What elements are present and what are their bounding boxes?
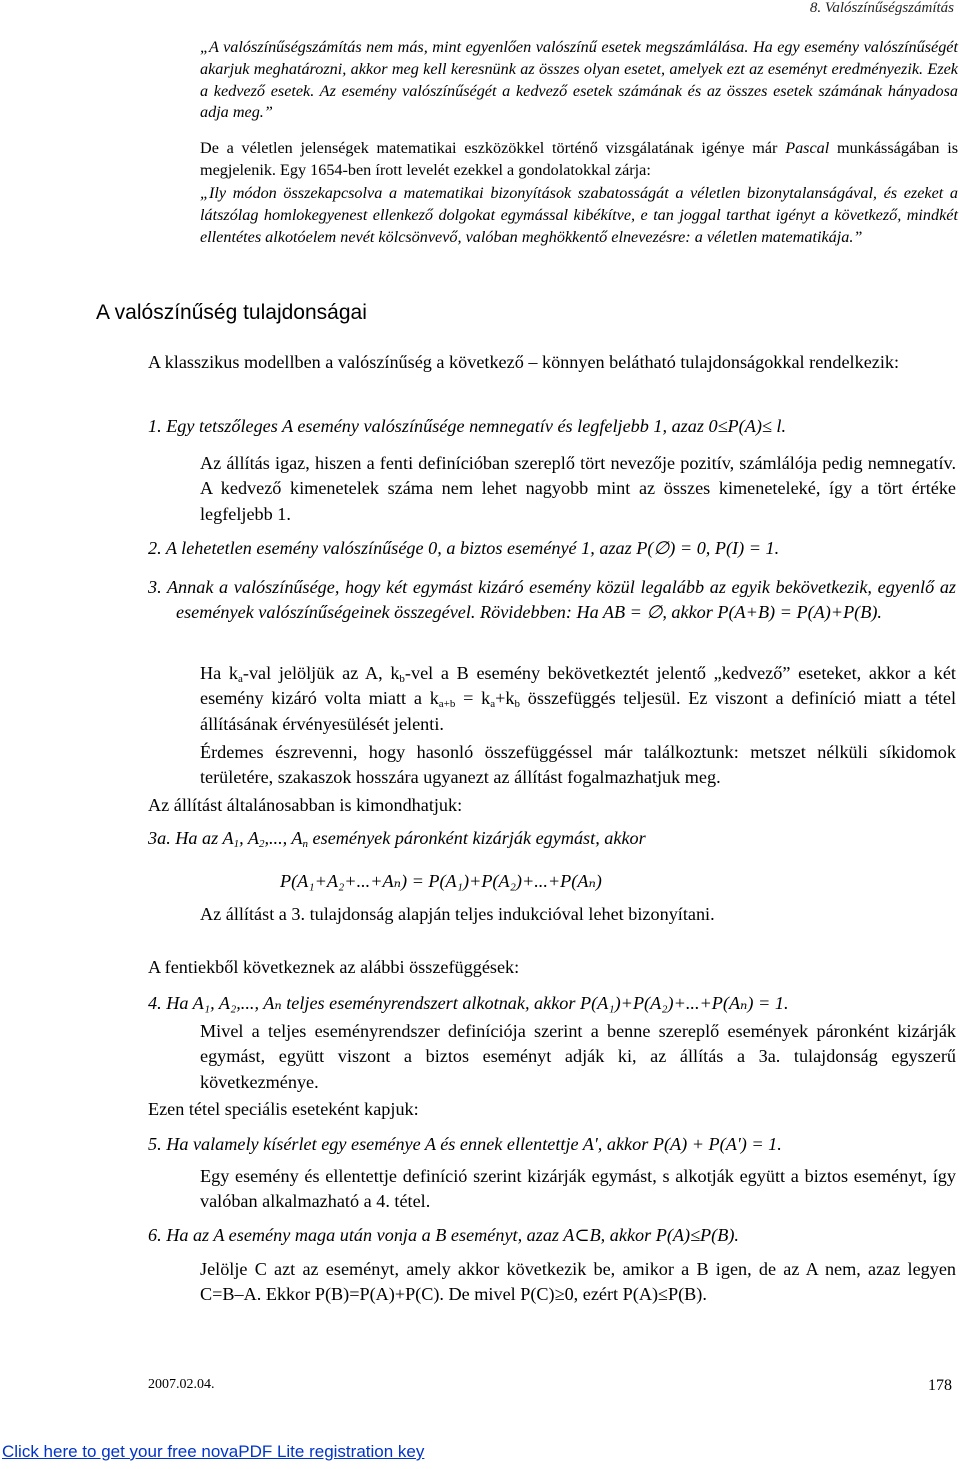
- pascal-paragraph-text-a: De a véletlen jelenségek matematikai eszközökkel történő vizsgálatának igénye már: [200, 139, 786, 157]
- pascal-name: Pascal: [785, 139, 830, 157]
- property-6-explanation: Jelölje C azt az eseményt, amely akkor következik be, amikor a B igen, de az A nem, azaz legyen C=B–A. Ekkor P(B)=P(A)+P(C). De mivel P(C)≥0, ezért P(A)≤P(B).: [200, 1259, 956, 1305]
- registration-key-link[interactable]: Click here to get your free novaPDF Lite registration key: [2, 1442, 425, 1461]
- p3a-text: 3a. Ha az A: [148, 828, 234, 848]
- running-head: 8. Valószínűségszámítás: [809, 0, 954, 16]
- subscript: a: [490, 698, 496, 711]
- p3a-text: ,..., A: [264, 828, 303, 848]
- property-3-explanation: [200, 661, 956, 737]
- subscript: 2: [258, 838, 265, 850]
- property-5-explanation: Egy esemény és ellentettje definíció szerint kizárják egymást, s alkotják együtt a biztos eseményt, így valóban alkalmazható a 4. tétel.: [200, 1166, 956, 1212]
- subscript: a: [238, 673, 243, 685]
- pascal-quote: „Ily módon összekapcsolva a matematikai bizonyítások szabatosságát a véletlen bizonytalanságával, és ezeket a látszólag homlokegyenest ellenkező dolgokat egymással kibékítve, e tan joggal tarthat igényt a következő, mindkét ellentétes alkotóelem nevét kölcsönvevő, valóban meghökkentő elnevezésre: a véletlen matematikája.”: [200, 184, 958, 246]
- expl-text: +k: [495, 688, 515, 709]
- special-case-lead: Ezen tétel speciális eseteként kapjuk:: [148, 1099, 419, 1119]
- expl-text: -val jelöljük az A, k: [242, 663, 400, 683]
- consequences-lead: A fentiekből következnek az alábbi összefüggések:: [148, 957, 520, 977]
- property-3a: [148, 826, 956, 851]
- subscript: b: [399, 673, 405, 685]
- pascal-paragraph-text-b: munkásságában is megjelenik. Egy 1654-ben írott levelét ezekkel a gondolatokkal zárja:: [200, 139, 958, 179]
- property-6: 6. Ha az A esemény maga után vonja a B eseményt, azaz A⊂B, akkor P(A)≤P(B).: [148, 1225, 739, 1245]
- property-2: 2. A lehetetlen esemény valószínűsége 0, a biztos eseményé 1, azaz P(∅) = 0, P(I) = 1.: [148, 538, 780, 558]
- p3a-text: , A: [239, 828, 259, 848]
- expl-text: -vel a B esemény bekövetkeztét jelentő „kedvező” eseteket, akkor a két esemény kizáró volta miatt a k: [200, 663, 956, 709]
- property-4: 4. Ha A₁, A₂,..., Aₙ teljes eseményrendszert alkotnak, akkor P(A₁)+P(A₂)+...+P(Aₙ) = 1.: [148, 993, 789, 1013]
- property-3: 3. Annak a valószínűsége, hogy két egymást kizáró esemény közül legalább az egyik bekövetkezik, egyenlő az események valószínűségeinek összegével. Rövidebben: Ha AB = ∅, akkor P(A+B) = P(A)+P(B).: [148, 577, 956, 623]
- section-lead: A klasszikus modellben a valószínűség a következő – könnyen belátható tulajdonságokkal rendelkezik:: [148, 352, 900, 372]
- property-5: 5. Ha valamely kísérlet egy eseménye A és ennek ellentettje A', akkor P(A) + P(A') = 1.: [148, 1134, 782, 1154]
- p3a-text: események páronként kizárják egymást, akkor: [308, 828, 646, 848]
- expl-text: összefüggés teljesül. Ez viszont a definíció miatt a tétel állításának érvényesülését jelenti.: [200, 688, 957, 734]
- section-heading: A valószínűség tulajdonságai: [96, 301, 367, 324]
- subscript: n: [302, 838, 308, 850]
- property-1-explanation: Az állítás igaz, hiszen a fenti definícióban szereplő tört nevezője pozitív, számlálója pedig nemnegatív. A kedvező kimenetelek száma nem lehet nagyobb mint az összes kimeneteleké, így a tört értéke legfeljebb 1.: [200, 453, 956, 524]
- property-3a-proof: Az állítást a 3. tulajdonság alapján teljes indukcióval lehet bizonyítani.: [200, 904, 715, 924]
- property-4-explanation: Mivel a teljes eseményrendszer definíciója szerint a benne szereplő események páronként kizárják egymást, együtt viszont a biztos eseményt adják ki, az állítás a 3a. tulajdonság egyszerű következménye.: [200, 1021, 956, 1092]
- definition-quote: „A valószínűségszámítás nem más, mint egyenlően valószínű esetek megszámlálása. Ha egy esemény valószínűségét akarjuk meghatározni, akkor meg kell keresnünk az összes olyan esetet, amelyek ezt az eseményt eredményezik. Ezek a kedvező esetek. Az esemény valószínűségét a kedvező esetek számának és az összes esetek számának hányadosa adja meg.”: [200, 38, 958, 122]
- formula-3a: P(A₁+A₂+...+Aₙ) = P(A₁)+P(A₂)+...+P(Aₙ): [280, 871, 602, 891]
- expl-text: Ha k: [200, 663, 238, 683]
- page-number: 178: [928, 1377, 952, 1394]
- footer-date: 2007.02.04.: [148, 1377, 215, 1392]
- subscript: 1: [233, 838, 240, 850]
- subscript: b: [514, 698, 521, 711]
- pascal-paragraph: [200, 138, 958, 182]
- generalization-lead: Az állítást általánosabban is kimondhatjuk:: [148, 795, 463, 815]
- property-1: 1. Egy tetszőleges A esemény valószínűsége nemnegatív és legfeljebb 1, azaz 0≤P(A)≤ l.: [148, 416, 787, 436]
- property-3-note: Érdemes észrevenni, hogy hasonló összefüggéssel már találkoztunk: metszet nélküli síkidomok területére, szakaszok hosszára ugyanezt az állítást fogalmazhatjuk meg.: [200, 742, 956, 788]
- subscript: a+b: [438, 698, 456, 711]
- expl-text: = k: [455, 688, 491, 709]
